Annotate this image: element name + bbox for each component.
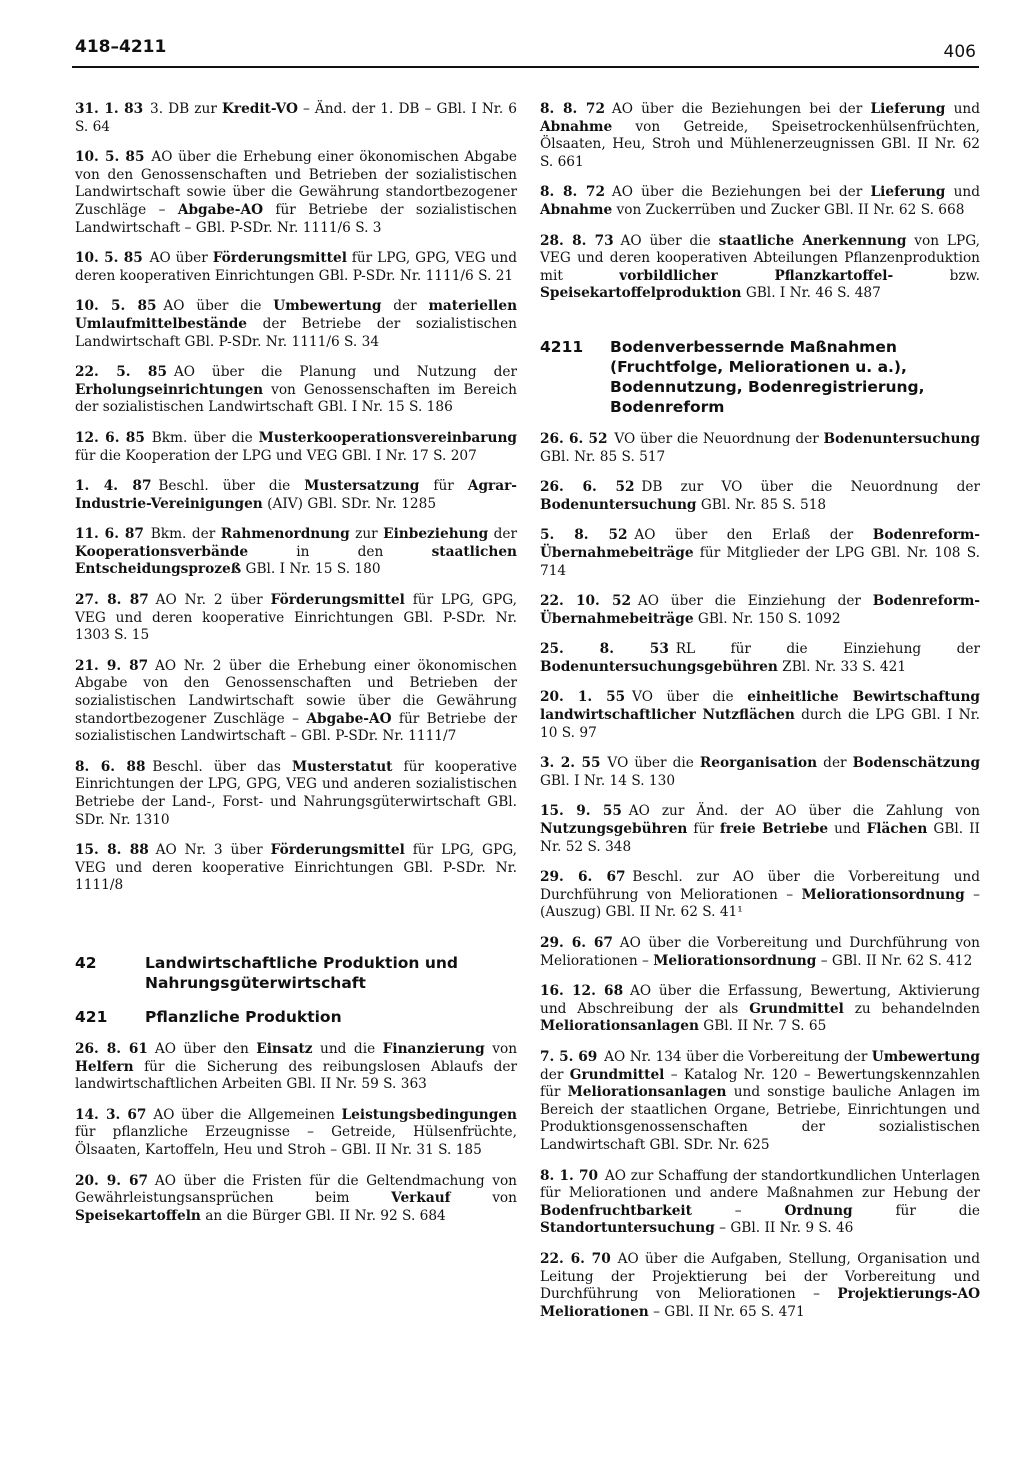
- entry-keyword: Reorganisation: [699, 755, 818, 772]
- law-entry: [540, 803, 980, 856]
- entry-text: und: [945, 184, 981, 201]
- law-entry: [540, 935, 980, 970]
- entry-date: 8. 6. 88: [75, 758, 146, 775]
- law-entry: [540, 233, 980, 303]
- entry-text: AO über die Beziehungen bei der: [611, 184, 871, 201]
- entry-text: AO über die Vorbereitung und Durchführung von Meliorationen –: [540, 935, 980, 969]
- entry-text: Bkm. über die: [151, 429, 259, 446]
- entry-text: für: [687, 821, 720, 838]
- law-entry: [75, 149, 517, 237]
- entry-date: 26. 6. 52: [540, 479, 635, 496]
- entry-text: AO zur Änd. der AO über die Zahlung von: [628, 803, 981, 820]
- entry-text: in den: [248, 543, 432, 560]
- entry-keyword: Bodenfruchtbarkeit: [540, 1202, 692, 1219]
- law-entry: [540, 1251, 980, 1321]
- law-entry: [75, 478, 517, 513]
- entry-text: von Genossenschaften im Bereich der sozialistischen Landwirtschaft GBl. I Nr. 15 S. 186: [75, 381, 517, 416]
- law-entry: [75, 250, 517, 285]
- entry-keyword: Förderungsmittel: [270, 842, 405, 859]
- entry-keyword: Helfern: [75, 1058, 134, 1075]
- entry-text: GBl. I Nr. 46 S. 487: [741, 285, 881, 302]
- entry-keyword: Musterkooperationsvereinbarung: [258, 429, 517, 446]
- entry-text: 3. DB zur: [150, 101, 222, 117]
- entry-keyword: Bodenreform-Übernahmebeiträge: [540, 527, 980, 561]
- entry-date: 16. 12. 68: [540, 983, 624, 1000]
- entry-date: 26. 6. 52: [540, 430, 608, 447]
- entry-date: 20. 9. 67: [75, 1172, 149, 1189]
- entry-text: RL für die Einziehung der: [675, 641, 980, 658]
- right-column: [540, 101, 980, 1334]
- entry-text: AO über die Allgemeinen: [153, 1106, 342, 1123]
- entry-text: und: [828, 821, 867, 838]
- entry-keyword: Nutzungsgebühren: [540, 821, 688, 838]
- law-entry: [540, 983, 980, 1036]
- entry-keyword: Meliorationsanlagen: [567, 1084, 727, 1101]
- entry-keyword: Speisekartoffelproduktion: [540, 285, 742, 302]
- law-entry: [540, 101, 980, 171]
- law-entry: [540, 869, 980, 922]
- entry-text: – GBl. II Nr. 9 S. 46: [714, 1220, 854, 1237]
- entry-text: für kooperative Einrichtungen der LPG, GPG, VEG und anderen sozialistischen Betriebe der Land-, Forst- und Nahrungsgüterwirtschaft GBl. SDr. Nr. 1310: [75, 758, 517, 828]
- entry-text: AO über die Einziehung der: [637, 593, 873, 610]
- entry-text: Beschl. über das: [152, 758, 292, 775]
- entry-keyword: Lieferung: [870, 184, 946, 201]
- entry-text: Beschl. über die: [158, 478, 305, 495]
- law-entry: [540, 1049, 980, 1155]
- entry-text: für pflanzliche Erzeugnisse – Getreide, Hülsenfrüchte, Ölsaaten, Kartoffeln, Heu und Stroh – GBl. II Nr. 31 S. 185: [75, 1124, 517, 1158]
- entry-keyword: Kooperationsverbände: [75, 543, 249, 560]
- entry-date: 8. 8. 72: [540, 101, 605, 117]
- entry-text: für Betriebe der sozialistischen Landwirtschaft – GBl. P-SDr. Nr. 1111/7: [75, 710, 517, 745]
- entry-date: 21. 9. 87: [75, 657, 149, 674]
- section-heading: [540, 337, 980, 417]
- entry-text: GBl. Nr. 150 S. 1092: [693, 610, 841, 627]
- law-entry: [540, 689, 980, 742]
- entry-date: 5. 8. 52: [540, 527, 628, 544]
- entry-text: an die Bürger GBl. II Nr. 92 S. 684: [200, 1207, 446, 1224]
- entry-text: für die Sicherung des reibungslosen Ablaufs der landwirtschaftlichen Arbeiten GBl. II Nr. 59 S. 363: [75, 1058, 517, 1093]
- entry-text: AO über die: [163, 298, 274, 315]
- section-number: 42: [75, 953, 97, 972]
- entry-text: AO über den: [154, 1040, 257, 1057]
- entry-text: AO Nr. 2 über die Erhebung einer ökonomischen Abgabe von den Genossenschaften und Betrieben der sozialistischen Landwirtschaft sowie über die Gewährung standortbezogener Zuschläge –: [75, 657, 518, 727]
- entry-keyword: Umbewertung: [871, 1048, 980, 1065]
- entry-text: und die: [312, 1040, 383, 1057]
- section-number: 4211: [540, 337, 584, 356]
- entry-keyword: Mustersatzung: [304, 478, 420, 495]
- entry-text: bzw.: [893, 267, 980, 284]
- entry-text: (AIV) GBl. SDr. Nr. 1285: [262, 495, 437, 512]
- law-entry: [540, 479, 980, 514]
- entry-date: 10. 5. 85: [75, 149, 145, 166]
- entry-keyword: Musterstatut: [291, 758, 393, 775]
- entry-keyword: staatlichen Entscheidungsprozeß: [75, 543, 517, 578]
- entry-keyword: Bodenuntersuchungsgebühren: [540, 658, 778, 675]
- entry-keyword: Meliorationsordnung: [801, 886, 965, 903]
- entry-text: von Getreide, Speisetrockenhülsenfrüchten, Ölsaaten, Heu, Stroh und Mühlenerzeugnissen GBl. II Nr. 62 S. 661: [540, 118, 980, 170]
- entry-text: – Katalog Nr. 120 – Bewertungskennzahlen für: [540, 1066, 980, 1101]
- entry-keyword: Bodenschätzung: [852, 755, 981, 772]
- entry-keyword: Abnahme: [540, 118, 613, 135]
- law-entry: [75, 1107, 517, 1160]
- entry-text: Beschl. zur AO über die Vorbereitung und Durchführung von Meliorationen –: [540, 869, 980, 903]
- entry-text: –: [691, 1202, 785, 1219]
- entry-text: AO über die Aufgaben, Stellung, Organisation und Leitung der Projektierung bei der Vorbereitung und Durchführung von Meliorationen –: [540, 1250, 980, 1303]
- entry-date: 11. 6. 87: [75, 526, 144, 543]
- section-title: Bodenverbessernde Maßnahmen (Fruchtfolge, Meliorationen u. a.), Bodennutzung, Bodenregistrierung, Bodenreform: [610, 337, 925, 416]
- entry-text: AO über die Beziehungen bei der: [611, 101, 871, 117]
- entry-text: zur: [349, 526, 384, 543]
- entry-date: 29. 6. 67: [540, 869, 626, 886]
- entry-keyword: Rahmenordnung: [220, 526, 350, 543]
- entry-keyword: Abgabe-AO: [177, 201, 263, 218]
- entry-text: für: [419, 478, 468, 495]
- entry-keyword: Abgabe-AO: [306, 710, 392, 727]
- law-entry: [75, 526, 517, 579]
- entry-text: Bkm. der: [150, 526, 221, 543]
- entry-keyword: Grundmittel: [749, 1000, 844, 1017]
- entry-date: 27. 8. 87: [75, 592, 149, 609]
- entry-keyword: Bodenuntersuchung: [823, 430, 980, 447]
- entry-date: 22. 5. 85: [75, 364, 167, 381]
- entry-keyword: Meliorationsanlagen: [540, 1018, 699, 1035]
- entry-text: der Betriebe der sozialistischen Landwirtschaft GBl. P-SDr. Nr. 1111/6 S. 34: [75, 315, 517, 350]
- entry-date: 25. 8. 53: [540, 641, 669, 658]
- entry-date: 15. 9. 55: [540, 803, 622, 820]
- entry-date: 22. 10. 52: [540, 593, 632, 610]
- entry-keyword: freie Betriebe: [719, 821, 829, 838]
- entry-date: 29. 6. 67: [540, 935, 613, 951]
- entry-keyword: Einsatz: [256, 1040, 313, 1057]
- entry-text: AO über die Planung und Nutzung der: [173, 364, 517, 381]
- entry-keyword: Projektierungs-AO Meliorationen: [540, 1286, 980, 1320]
- law-entry: [75, 592, 517, 645]
- entry-keyword: vorbildlicher Pflanzkartoffel-: [619, 267, 894, 284]
- entry-text: für LPG, GPG, VEG und deren kooperativen Einrichtungen GBl. P-SDr. Nr. 1111/6 S. 21: [75, 250, 518, 284]
- entry-text: von LPG, VEG und deren kooperativen Abteilungen Pflanzenproduktion mit: [540, 232, 981, 284]
- law-entry: [540, 641, 980, 676]
- entry-keyword: einheitliche Bewirtschaftung landwirtschaftlicher Nutzflächen: [540, 689, 980, 724]
- law-entry: [75, 298, 517, 351]
- entry-text: AO über die: [620, 232, 719, 249]
- entry-keyword: Förderungsmittel: [270, 592, 405, 609]
- entry-keyword: Flächen: [866, 821, 928, 838]
- entry-keyword: Agrar-Industrie-Vereinigungen: [75, 478, 517, 512]
- entry-date: 8. 1. 70: [540, 1167, 598, 1184]
- entry-keyword: Kredit-VO: [221, 101, 298, 117]
- entry-text: AO Nr. 3 über: [155, 842, 271, 859]
- entry-date: 8. 8. 72: [540, 184, 605, 201]
- section-title: Pflanzliche Produktion: [145, 1007, 342, 1026]
- entry-text: GBl. I Nr. 14 S. 130: [540, 772, 676, 789]
- entry-keyword: Einbeziehung: [383, 526, 489, 543]
- section-heading: [75, 1007, 517, 1027]
- law-entry: [540, 1168, 980, 1238]
- section-number: 421: [75, 1007, 108, 1026]
- entry-text: – GBl. II Nr. 62 S. 412: [816, 952, 973, 969]
- entry-date: 22. 6. 70: [540, 1250, 611, 1267]
- entry-date: 14. 3. 67: [75, 1106, 147, 1123]
- law-entry: [75, 364, 517, 417]
- entry-text: GBl. Nr. 85 S. 517: [540, 448, 666, 465]
- law-entry: [75, 842, 517, 895]
- entry-text: DB zur VO über die Neuordnung der: [641, 479, 980, 496]
- entry-keyword: Verkauf: [391, 1190, 451, 1207]
- entry-text: ZBl. Nr. 33 S. 421: [777, 658, 907, 675]
- entry-date: 15. 8. 88: [75, 842, 149, 859]
- entry-keyword: Abnahme: [540, 201, 613, 218]
- entry-text: GBl. I Nr. 15 S. 180: [241, 561, 381, 578]
- entry-date: 20. 1. 55: [540, 689, 626, 706]
- entry-date: 28. 8. 73: [540, 232, 614, 249]
- entry-date: 31. 1. 83: [75, 101, 144, 117]
- entry-text: von: [484, 1040, 518, 1057]
- entry-text: AO Nr. 2 über: [155, 592, 271, 609]
- law-entry: [540, 527, 980, 580]
- entry-text: AO Nr. 134 über die Vorbereitung der: [604, 1048, 872, 1065]
- entry-text: AO über den Erlaß der: [634, 527, 873, 544]
- law-entry: [75, 1041, 517, 1094]
- entry-text: GBl. II Nr. 52 S. 348: [540, 821, 980, 855]
- law-entry: [540, 755, 980, 790]
- entry-text: GBl. II Nr. 7 S. 65: [698, 1018, 827, 1035]
- entry-text: für LPG, GPG, VEG und deren kooperative Einrichtungen GBl. P-SDr. Nr. 1111/8: [75, 842, 517, 894]
- entry-date: 12. 6. 85: [75, 429, 145, 446]
- entry-text: und: [945, 101, 981, 117]
- section-title: Landwirtschaftliche Produktion und Nahrungsgüterwirtschaft: [145, 953, 459, 992]
- entry-text: – GBl. II Nr. 65 S. 471: [648, 1303, 805, 1320]
- entry-keyword: materiellen Umlaufmittelbestände: [75, 298, 518, 332]
- entry-date: 3. 2. 55: [540, 755, 601, 772]
- entry-text: der: [381, 298, 429, 315]
- entry-text: durch die LPG GBl. I Nr. 10 S. 97: [540, 707, 980, 741]
- entry-keyword: Erholungseinrichtungen: [75, 381, 264, 398]
- entry-text: zu behandelnden: [843, 1000, 980, 1017]
- entry-text: von Zuckerrüben und Zucker GBl. II Nr. 62 S. 668: [612, 201, 965, 218]
- entry-text: der: [488, 526, 517, 543]
- entry-text: der: [817, 755, 853, 772]
- entry-keyword: Ordnung: [784, 1202, 853, 1219]
- entry-text: AO über die Fristen für die Geltendmachung von Gewährleistungsansprüchen beim: [75, 1172, 518, 1207]
- entry-keyword: staatliche Anerkennung: [718, 232, 907, 249]
- entry-keyword: Speisekartoffeln: [75, 1207, 201, 1224]
- entry-date: 7. 5. 69: [540, 1048, 598, 1065]
- entry-text: von: [450, 1190, 517, 1207]
- entry-keyword: Lieferung: [870, 101, 946, 117]
- entry-keyword: Standortuntersuchung: [540, 1220, 715, 1237]
- entry-text: VO über die: [607, 755, 700, 772]
- entry-text: GBl. Nr. 85 S. 518: [696, 496, 827, 513]
- law-entry: [75, 430, 517, 465]
- entry-keyword: Grundmittel: [569, 1066, 665, 1083]
- page-number: 406: [943, 42, 976, 62]
- entry-date: 10. 5. 85: [75, 298, 157, 315]
- entry-text: VO über die Neuordnung der: [614, 430, 824, 447]
- entry-date: 1. 4. 87: [75, 478, 152, 495]
- entry-text: VO über die: [632, 689, 748, 706]
- entry-text: – (Auszug) GBl. II Nr. 62 S. 41¹: [540, 886, 980, 921]
- entry-keyword: Leistungsbedingungen: [341, 1106, 517, 1123]
- left-column: [75, 101, 517, 1238]
- running-head-range: 418–4211: [75, 37, 167, 57]
- entry-keyword: Bodenreform-Übernahmebeiträge: [540, 593, 980, 627]
- section-heading: [75, 953, 517, 993]
- entry-date: 10. 5. 85: [75, 250, 143, 267]
- entry-text: für Betriebe der sozialistischen Landwirtschaft – GBl. P-SDr. Nr. 1111/6 S. 3: [75, 201, 518, 236]
- entry-date: 26. 8. 61: [75, 1040, 148, 1057]
- law-entry: [540, 431, 980, 466]
- entry-text: für Mitglieder der LPG GBl. Nr. 108 S. 714: [540, 544, 980, 579]
- entry-keyword: Finanzierung: [382, 1040, 485, 1057]
- entry-text: für die Kooperation der LPG und VEG GBl. I Nr. 17 S. 207: [75, 447, 477, 464]
- law-entry: [75, 101, 517, 136]
- law-entry: [75, 759, 517, 829]
- entry-text: für LPG, GPG, VEG und deren kooperative Einrichtungen GBl. P-SDr. Nr. 1303 S. 15: [75, 592, 517, 644]
- entry-text: – Änd. der 1. DB – GBl. I Nr. 6 S. 64: [75, 101, 517, 135]
- entry-text: der: [540, 1066, 570, 1083]
- entry-keyword: Förderungsmittel: [212, 250, 347, 267]
- entry-text: für die: [852, 1202, 980, 1219]
- law-entry: [540, 184, 980, 219]
- entry-text: AO über: [149, 250, 213, 267]
- entry-text: und sonstige bauliche Anlagen im Bereich der staatlichen Organe, Betriebe, Einrichtungen und Produktionsgenossenschaften der sozialistischen Landwirtschaft GBl. SDr. Nr. 625: [540, 1084, 980, 1153]
- entry-keyword: Meliorationsordnung: [653, 952, 817, 969]
- law-entry: [75, 658, 517, 746]
- entry-text: AO zur Schaffung der standortkundlichen Unterlagen für Meliorationen und andere Maßnahmen zur Hebung der: [540, 1167, 980, 1202]
- law-entry: [75, 1173, 517, 1226]
- entry-keyword: Umbewertung: [273, 298, 382, 315]
- header-rule: [72, 66, 979, 68]
- entry-text: AO über die Erfassung, Bewertung, Aktivierung und Abschreibung der als: [540, 983, 980, 1017]
- law-entry: [540, 593, 980, 628]
- entry-keyword: Bodenuntersuchung: [540, 496, 697, 513]
- entry-text: AO über die Erhebung einer ökonomischen Abgabe von den Genossenschaften und Betrieben der sozialistischen Landwirtschaft sowie über die Gewährung standortbezogener Zuschläge –: [75, 149, 517, 218]
